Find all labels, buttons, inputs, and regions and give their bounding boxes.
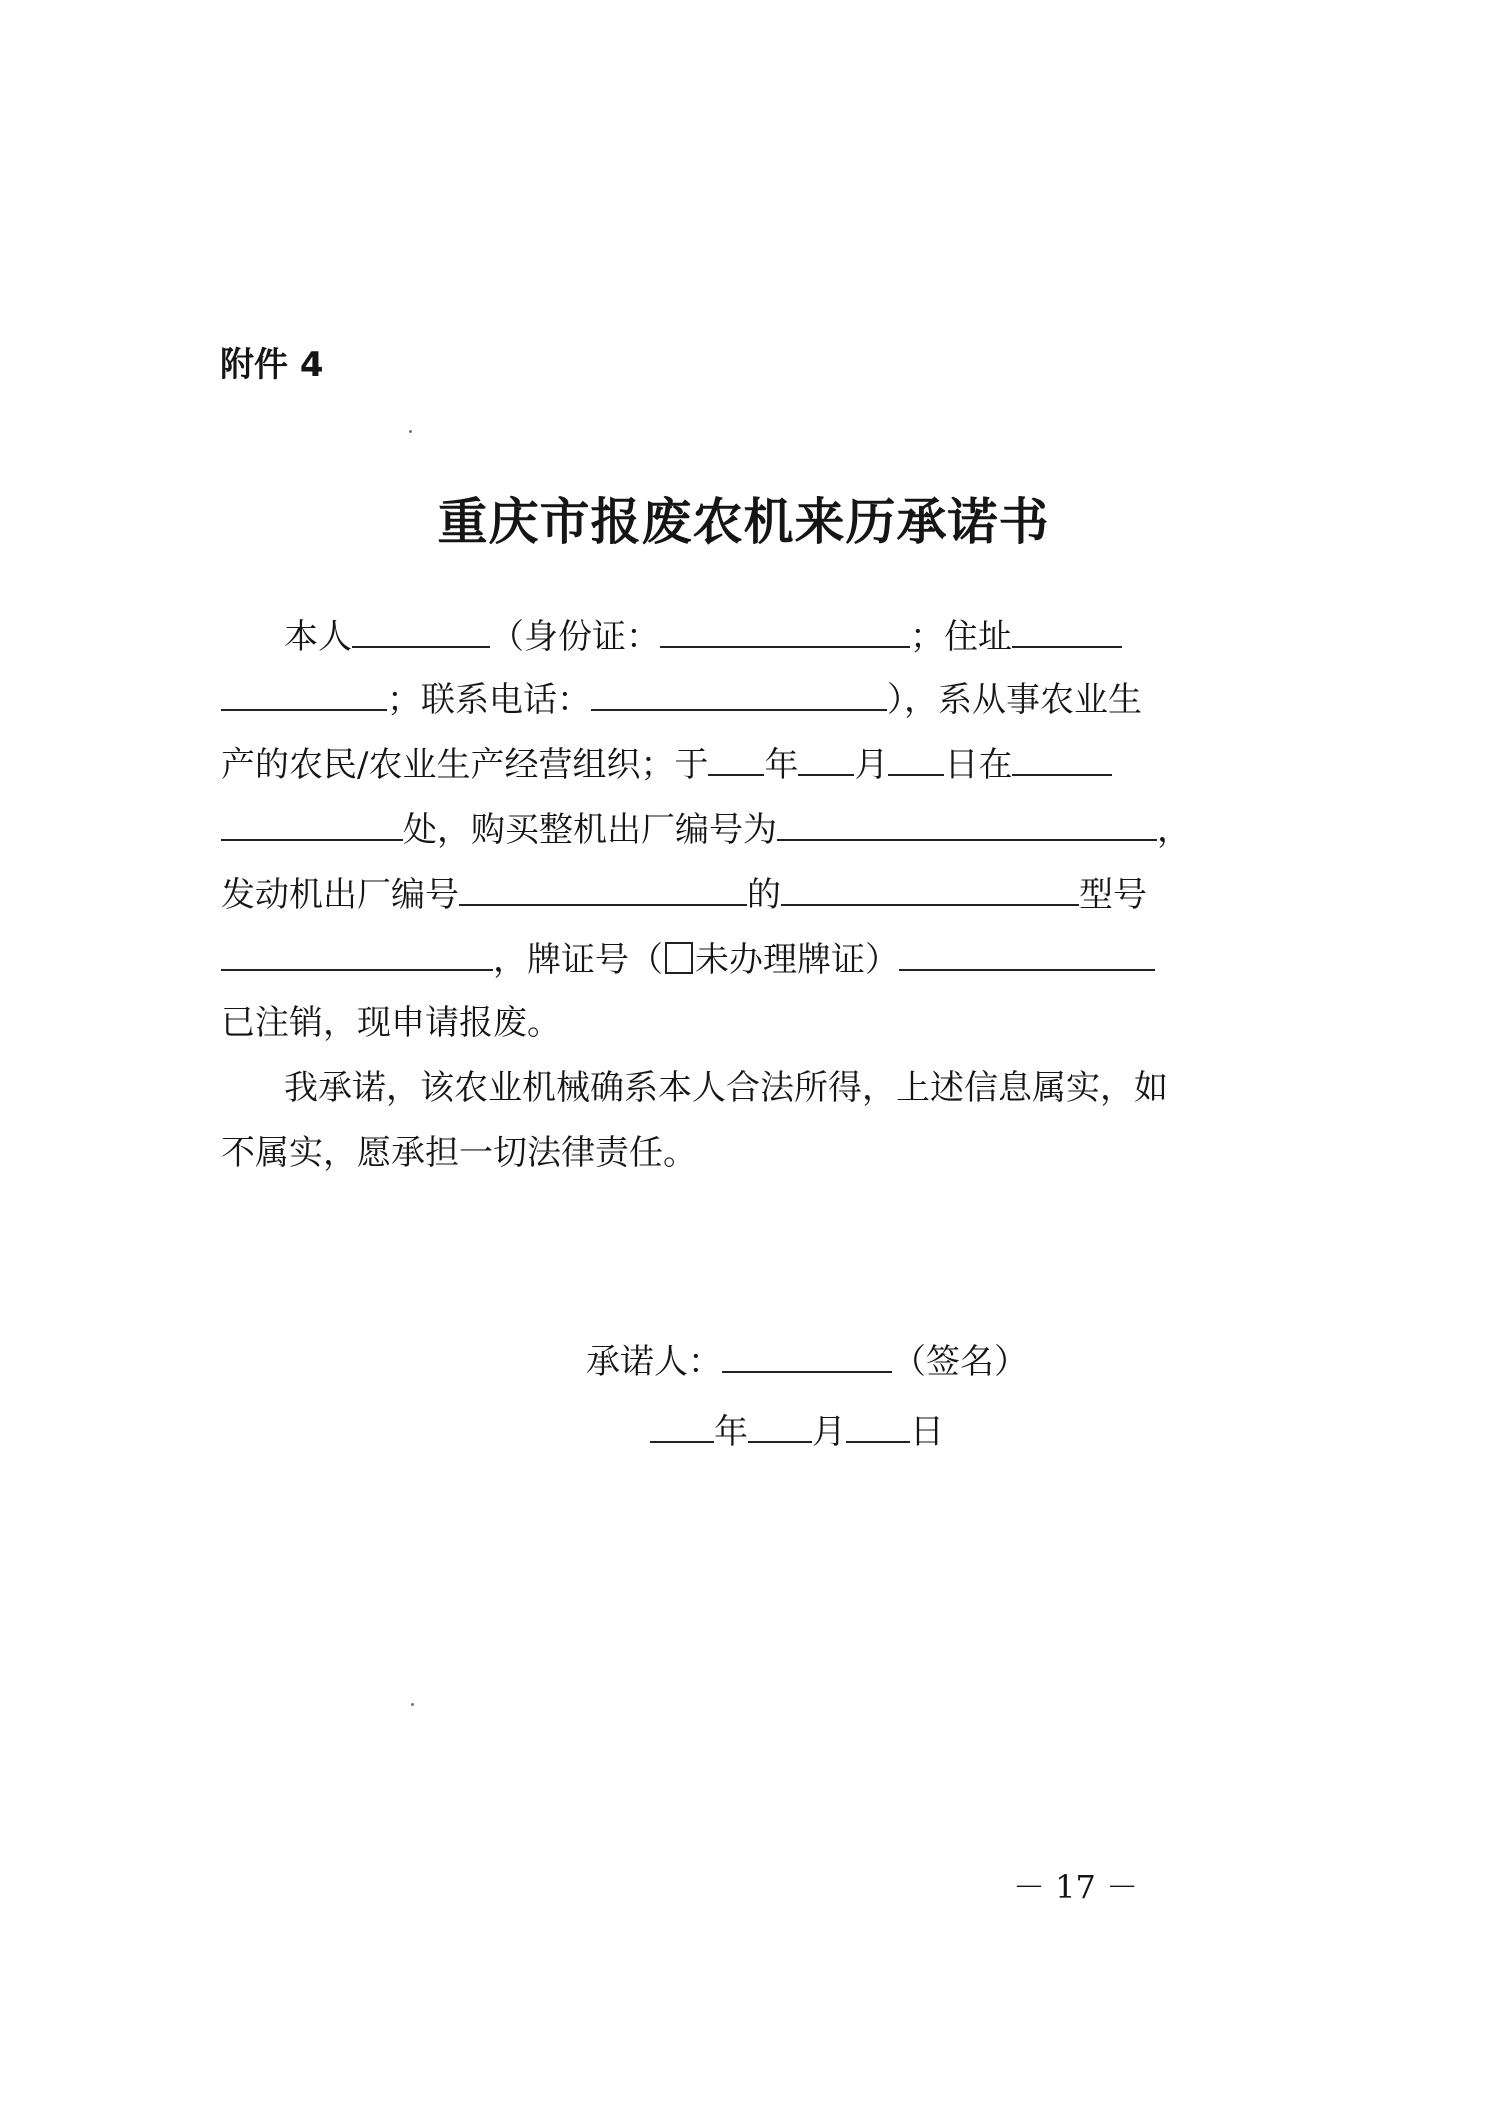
text-address: ；住址: [910, 617, 1012, 657]
attachment-label: 附件 4: [220, 345, 324, 385]
sign-month-blank[interactable]: [748, 1405, 812, 1443]
scan-speck: [409, 430, 412, 433]
signature-label: 承诺人：: [586, 1342, 722, 1382]
body-line-7: [221, 998, 561, 1048]
text-day-at: 日在: [944, 745, 1013, 785]
body-line-1: [284, 610, 1122, 660]
page-number: － 17 －: [1013, 1868, 1139, 1906]
purchase-place-blank-end[interactable]: [221, 803, 403, 841]
model-blank-end[interactable]: [221, 933, 493, 971]
address-blank-start[interactable]: [1012, 610, 1122, 648]
text-liability: 不属实，愿承担一切法律责任。: [221, 1133, 697, 1173]
sign-year-text: 年: [714, 1412, 748, 1452]
text-comma: ，: [1157, 810, 1191, 850]
purchase-place-blank-start[interactable]: [1012, 738, 1112, 776]
sign-day-blank[interactable]: [846, 1405, 910, 1443]
signature-blank[interactable]: [722, 1335, 892, 1373]
text-id-card: （身份证：: [490, 617, 660, 657]
purchase-month-blank[interactable]: [798, 738, 854, 776]
text-of: 的: [747, 875, 781, 915]
document-title: 重庆市报废农机来历承诺书: [437, 493, 1050, 551]
purchase-day-blank[interactable]: [888, 738, 944, 776]
text-month: 月: [854, 745, 889, 785]
text-phone: ；联系电话：: [387, 680, 591, 720]
no-plate-checkbox[interactable]: [665, 942, 693, 974]
text-cancelled: 已注销，现申请报废。: [221, 1003, 561, 1043]
purchase-year-blank[interactable]: [708, 738, 764, 776]
text-model: 型号: [1079, 875, 1147, 915]
body-line-6: [221, 933, 1155, 983]
body-line-3: [221, 738, 1112, 788]
text-bought-machine-no: 处，购买整机出厂编号为: [403, 810, 777, 850]
id-card-blank[interactable]: [660, 610, 910, 648]
text-promise: 我承诺，该农业机械确系本人合法所得，上述信息属实，如: [284, 1068, 1168, 1108]
body-line-5: [221, 868, 1147, 918]
text-year: 年: [764, 745, 799, 785]
model-blank[interactable]: [781, 868, 1079, 906]
body-line-9: [221, 1128, 697, 1178]
sign-year-blank[interactable]: [650, 1405, 714, 1443]
text-engine-no: 发动机出厂编号: [221, 875, 459, 915]
text-plate-no: ，牌证号（: [493, 940, 663, 980]
address-blank-end[interactable]: [221, 673, 387, 711]
phone-blank[interactable]: [591, 673, 887, 711]
plate-number-blank[interactable]: [899, 933, 1155, 971]
signature-note: （签名）: [892, 1342, 1028, 1382]
text-ben-ren: 本人: [284, 617, 352, 657]
text-farmer: 产的农民/农业生产经营组织；于: [221, 745, 709, 785]
text-no-plate: 未办理牌证）: [695, 940, 899, 980]
engine-serial-blank[interactable]: [459, 868, 747, 906]
body-line-2: [221, 673, 1142, 723]
text-engaged-in: ），系从事农业生: [887, 680, 1142, 720]
body-line-4: [221, 803, 1191, 853]
machine-serial-blank[interactable]: [777, 803, 1157, 841]
sign-month-text: 月: [812, 1412, 846, 1452]
sign-day-text: 日: [910, 1412, 944, 1452]
signature-line: [586, 1335, 1028, 1385]
body-line-8: [284, 1063, 1168, 1113]
name-blank[interactable]: [352, 610, 490, 648]
signature-date-line: [650, 1405, 944, 1455]
scan-speck: [411, 1703, 414, 1706]
